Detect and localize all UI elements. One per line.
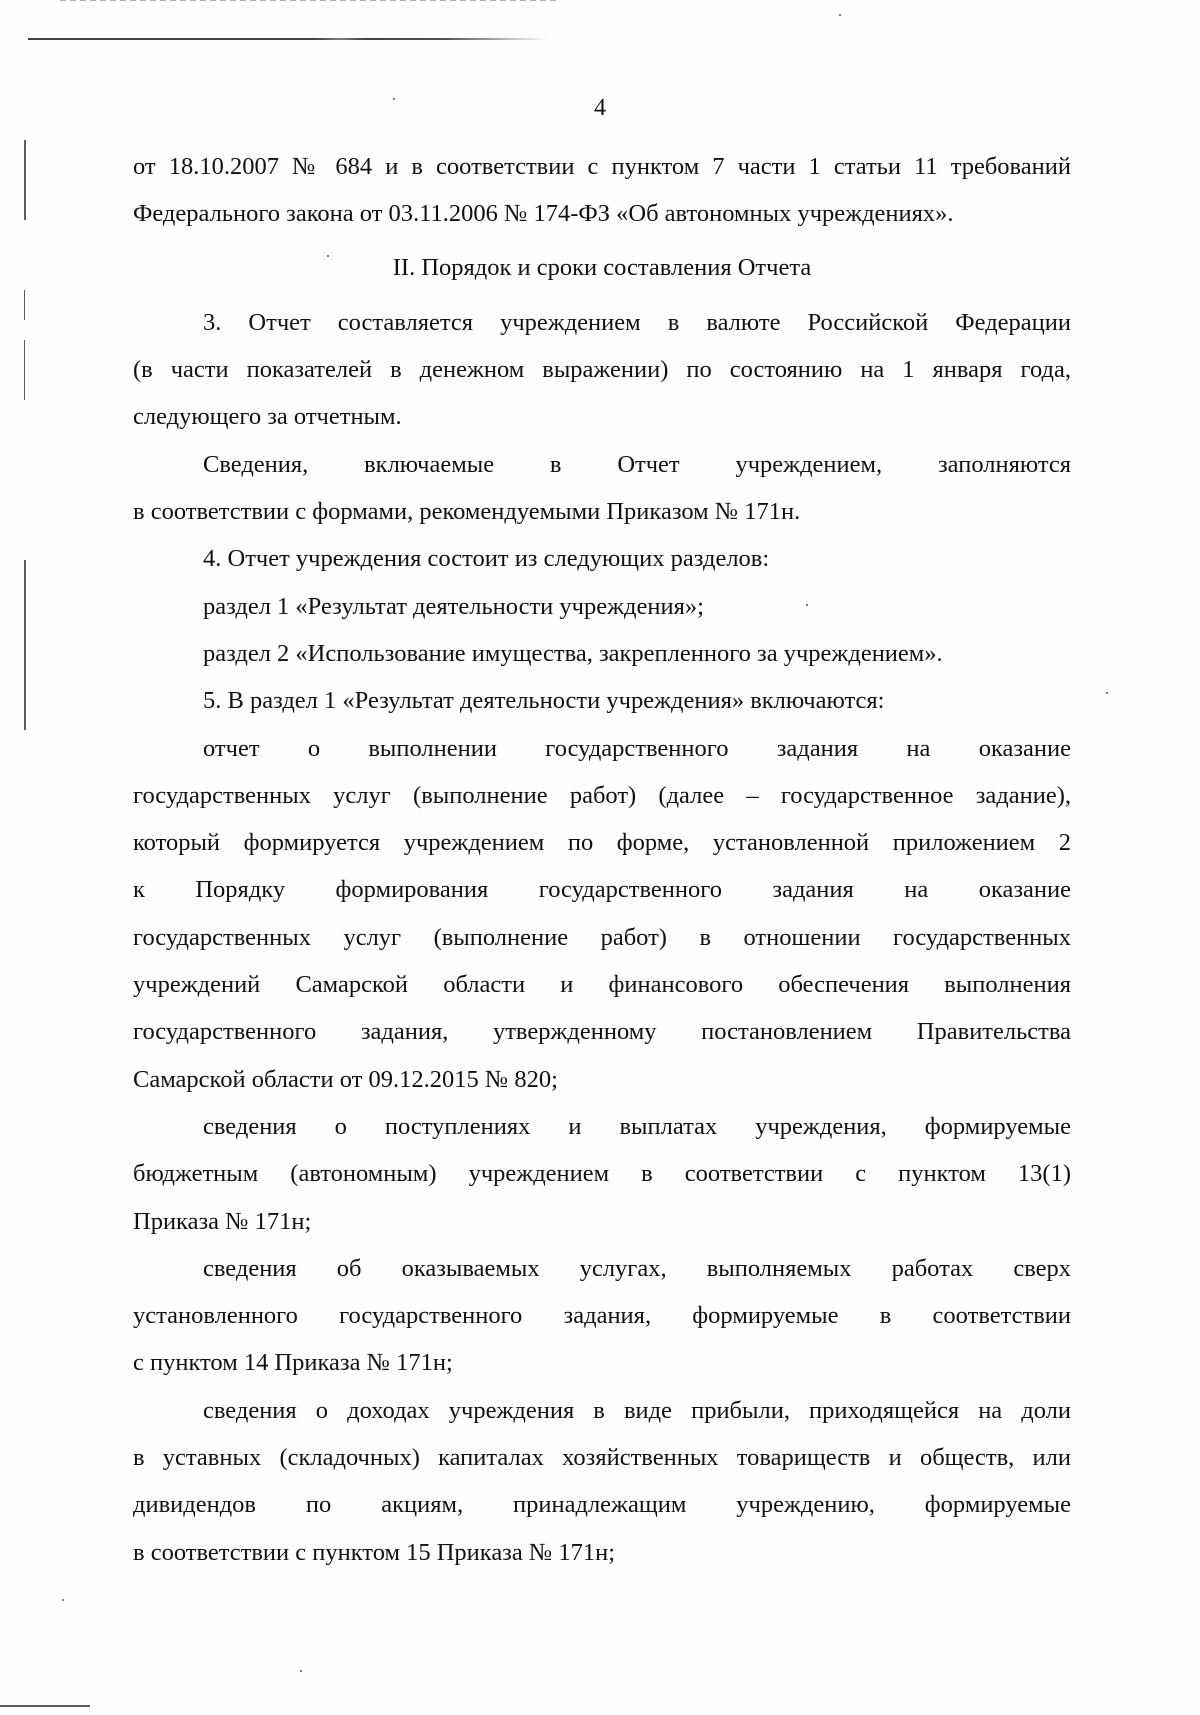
text-line: к Порядку формирования государственного задания на оказание	[133, 876, 1071, 904]
text-line: в уставных (складочных) капиталах хозяйственных товариществ и обществ, или	[133, 1444, 1071, 1472]
text-line: Приказа № 171н;	[133, 1207, 312, 1235]
section-heading: II. Порядок и сроки составления Отчета	[392, 253, 812, 281]
text-line: сведения о поступлениях и выплатах учреждения, формируемые	[203, 1112, 1071, 1140]
text-line: сведения об оказываемых услугах, выполняемых работах сверх	[203, 1254, 1071, 1282]
scan-artifact-bottom-line	[0, 1705, 90, 1707]
text-line: следующего за отчетным.	[133, 403, 402, 431]
text-line: от 18.10.2007 № 684 и в соответствии с пунктом 7 части 1 статьи 11 требований	[133, 153, 1071, 180]
text-line: сведения о доходах учреждения в виде прибыли, приходящейся на доли	[203, 1396, 1071, 1424]
text-line: который формируется учреждением по форме, установленной приложением 2	[133, 829, 1071, 857]
text-line: с пунктом 14 Приказа № 171н;	[133, 1349, 453, 1377]
text-line: установленного государственного задания, формируемые в соответствии	[133, 1302, 1071, 1330]
text-line: государственного задания, утвержденному постановлением Правительства	[133, 1018, 1071, 1046]
text-line: (в части показателей в денежном выражении) по состоянию на 1 января года,	[133, 356, 1071, 384]
text-line: Сведения, включаемые в Отчет учреждением, заполняются	[203, 450, 1071, 478]
scan-artifact-left-bar	[24, 290, 25, 320]
text-line: раздел 2 «Использование имущества, закрепленного за учреждением».	[203, 639, 943, 667]
page-number: 4	[594, 95, 606, 121]
text-line: дивидендов по акциям, принадлежащим учреждению, формируемые	[133, 1491, 1071, 1519]
text-line: 5. В раздел 1 «Результат деятельности учреждения» включаются:	[203, 687, 885, 715]
text-line: раздел 1 «Результат деятельности учреждения»;	[203, 592, 704, 620]
text-line: Самарской области от 09.12.2015 № 820;	[133, 1065, 558, 1093]
scan-artifact-left-bar	[24, 140, 26, 220]
text-line: бюджетным (автономным) учреждением в соответствии с пунктом 13(1)	[133, 1160, 1071, 1188]
text-line: учреждений Самарской области и финансового обеспечения выполнения	[133, 971, 1071, 999]
scan-artifact-left-bar	[24, 560, 26, 730]
text-line: государственных услуг (выполнение работ) (далее – государственное задание),	[133, 781, 1071, 809]
document-body	[133, 143, 1071, 1576]
scan-artifact-top-dashes	[60, 0, 560, 1]
scan-speck	[839, 14, 841, 16]
text-line: в соответствии с пунктом 15 Приказа № 171н;	[133, 1538, 616, 1566]
scan-artifact-left-bar	[24, 340, 25, 400]
scan-artifact-top-line	[28, 38, 548, 40]
text-line: 3. Отчет составляется учреждением в валюте Российской Федерации	[203, 308, 1071, 336]
scan-speck	[1106, 692, 1108, 694]
text-line: государственных услуг (выполнение работ) в отношении государственных	[133, 923, 1071, 951]
text-line: отчет о выполнении государственного задания на оказание	[203, 734, 1071, 762]
scan-speck	[300, 1670, 302, 1672]
scan-speck	[62, 1599, 64, 1601]
text-line: Федерального закона от 03.11.2006 № 174-ФЗ «Об автономных учреждениях».	[133, 200, 954, 228]
text-line: в соответствии с формами, рекомендуемыми Приказом № 171н.	[133, 498, 801, 526]
text-line: 4. Отчет учреждения состоит из следующих разделов:	[203, 545, 770, 573]
